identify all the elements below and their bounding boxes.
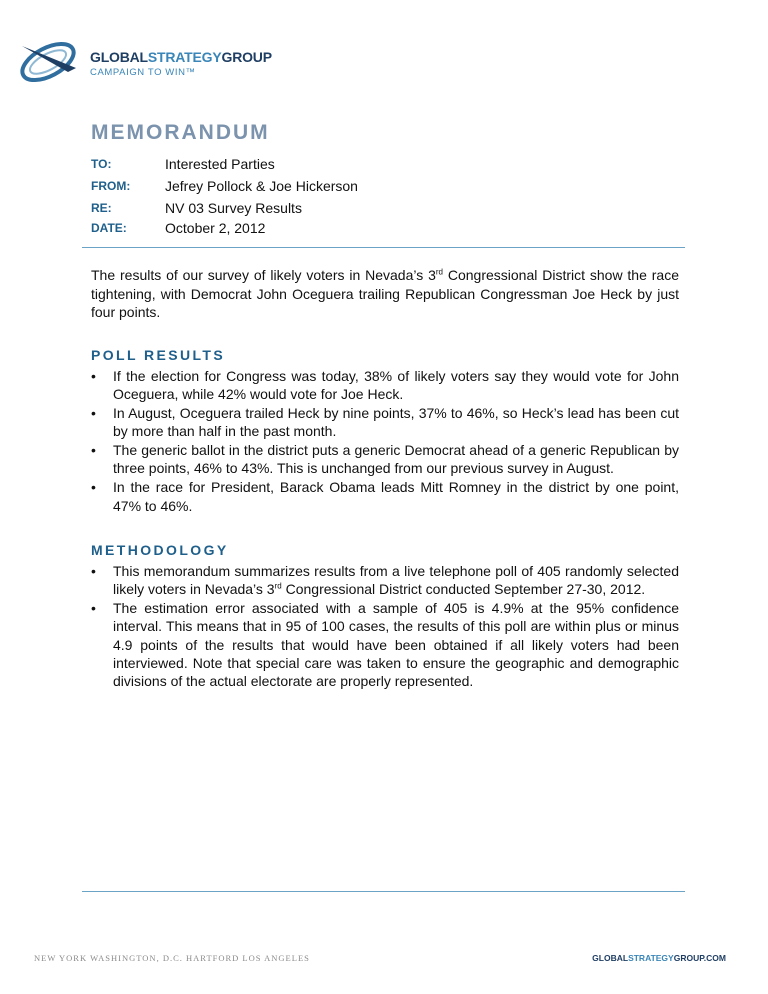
bullet-icon: • <box>91 563 96 579</box>
brand-name: GLOBALSTRATEGYGROUP <box>90 49 272 65</box>
to-label: TO: <box>91 157 112 171</box>
company-logo <box>16 34 306 94</box>
memo-title: MEMORANDUM <box>91 121 270 144</box>
from-value: Jefrey Pollock & Joe Hickerson <box>165 178 358 194</box>
list-item: • In August, Oceguera trailed Heck by nine points, 37% to 46%, so Heck’s lead has been cut by more than half in the past month. <box>91 405 679 440</box>
brand-tagline: CAMPAIGN TO WIN™ <box>90 67 196 78</box>
date-label: DATE: <box>91 221 127 235</box>
from-label: FROM: <box>91 179 131 193</box>
bullet-icon: • <box>91 442 96 459</box>
bullet-icon: • <box>91 600 96 617</box>
list-item: • If the election for Congress was today, 38% of likely voters say they would vote for John Oceguera, while 42% would vote for Joe Heck. <box>91 368 679 403</box>
list-item: • In the race for President, Barack Obama leads Mitt Romney in the district by one point, 47% to 46%. <box>91 479 679 514</box>
poll-results-heading: POLL RESULTS <box>91 347 226 363</box>
re-value: NV 03 Survey Results <box>165 200 302 216</box>
header-divider <box>82 247 685 248</box>
to-value: Interested Parties <box>165 156 275 172</box>
date-value: October 2, 2012 <box>165 220 266 236</box>
swoosh-logo-icon <box>16 34 84 90</box>
list-item: • The estimation error associated with a sample of 405 is 4.9% at the 95% confidence interval. This means that in 95 of 100 cases, the results of this poll are within plus or minus 4.9 points of the results that would have been obtained if all likely voters had been interviewed. Note that special care was taken to ensure the geographic and demographic divisions of the actual electorate are properly represented. <box>91 600 679 690</box>
list-item: • The generic ballot in the district puts a generic Democrat ahead of a generic Republican by three points, 46% to 43%. This is unchanged from our previous survey in August. <box>91 442 679 477</box>
bullet-icon: • <box>91 479 96 496</box>
bullet-icon: • <box>91 405 96 422</box>
poll-results-list <box>91 367 679 515</box>
footer-office-cities: NEW YORK WASHINGTON, D.C. HARTFORD LOS ANGELES <box>34 953 310 963</box>
intro-paragraph: The results of our survey of likely voters in Nevada’s 3rd Congressional District show the race tightening, with Democrat John Oceguera trailing Republican Congressman Joe Heck by just four points. <box>91 267 679 320</box>
footer-website-link[interactable]: GLOBALSTRATEGYGROUP.COM <box>592 953 726 963</box>
list-item: • This memorandum summarizes results from a live telephone poll of 405 randomly selected likely voters in Nevada’s 3rd Congressional District conducted September 27-30, 2012. <box>91 563 679 598</box>
re-label: RE: <box>91 201 112 215</box>
methodology-heading: METHODOLOGY <box>91 542 229 558</box>
methodology-list <box>91 562 679 691</box>
footer-divider <box>82 891 685 892</box>
bullet-icon: • <box>91 368 96 384</box>
